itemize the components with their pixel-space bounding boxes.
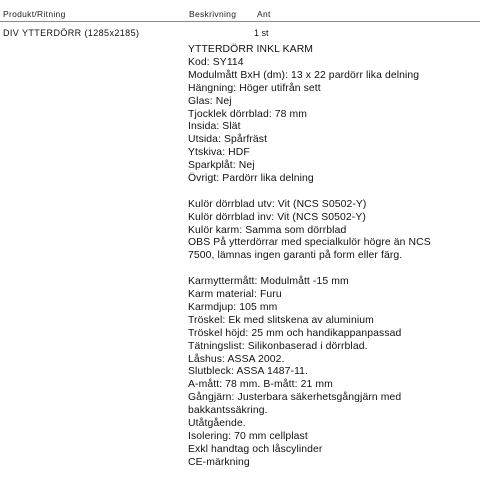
description-line: CE-märkning xyxy=(188,456,250,468)
description-line: Tjocklek dörrblad: 78 mm xyxy=(188,108,308,120)
description-line: Tätningslist: Silikonbaserad i dörrblad. xyxy=(188,340,368,352)
description-line: Tröskel: Ek med slitskena av aluminium xyxy=(188,314,374,326)
description-line: bakkantssäkring. xyxy=(188,405,268,417)
column-header-quantity: Ant xyxy=(257,9,271,19)
table-header xyxy=(0,6,480,22)
description-line: Utåtgående. xyxy=(188,418,246,430)
description-line: Exkl handtag och låscylinder xyxy=(188,443,323,455)
description-line: Tröskel höjd: 25 mm och handikappanpassad xyxy=(188,327,402,339)
description-line: 7500, lämnas ingen garanti på form eller färg. xyxy=(188,250,403,262)
product-name: DIV YTTERDÖRR (1285x2185) xyxy=(3,28,140,38)
description-line: OBS På ytterdörrar med specialkulör högre än NCS xyxy=(188,237,431,249)
description-line: Utsida: Spårfräst xyxy=(188,134,268,146)
description-line: A-mått: 78 mm. B-mått: 21 mm xyxy=(188,379,333,391)
description-line: Kod: SY114 xyxy=(188,56,244,68)
paragraph-gap xyxy=(188,186,478,199)
description-line: Kulör karm: Samma som dörrblad xyxy=(188,224,347,236)
description-line: Kulör dörrblad inv: Vit (NCS S0502-Y) xyxy=(188,211,366,223)
description-line: Sparkplåt: Nej xyxy=(188,160,255,172)
description-line: Glas: Nej xyxy=(188,95,232,107)
description-line: Modulmått BxH (dm): 13 x 22 pardörr lika delning xyxy=(188,69,420,81)
column-header-product: Produkt/Ritning xyxy=(3,9,66,19)
description-line: Slutbleck: ASSA 1487-11. xyxy=(188,366,309,378)
description-text xyxy=(188,44,478,470)
description-line: Karm material: Furu xyxy=(188,289,282,300)
column-header-description: Beskrivning xyxy=(189,9,237,19)
description-line: Insida: Slät xyxy=(188,121,241,133)
quantity-value: 1 st xyxy=(254,28,269,38)
description-line: Isolering: 70 mm cellplast xyxy=(188,430,308,442)
description-line: Karmyttermått: Modulmått -15 mm xyxy=(188,276,349,288)
description-line: Hängning: Höger utifrån sett xyxy=(188,82,321,94)
paragraph-gap xyxy=(188,263,478,276)
description-line: Övrigt: Pardörr lika delning xyxy=(188,173,314,185)
header-divider xyxy=(0,21,480,22)
description-line: YTTERDÖRR INKL KARM xyxy=(188,44,314,55)
description-line: Kulör dörrblad utv: Vit (NCS S0502-Y) xyxy=(188,198,367,210)
description-line: Låshus: ASSA 2002. xyxy=(188,353,285,365)
description-line: Karmdjup: 105 mm xyxy=(188,301,278,313)
description-line: Ytskiva: HDF xyxy=(188,147,250,159)
description-line: Gångjärn: Justerbara säkerhetsgångjärn med xyxy=(188,392,402,404)
